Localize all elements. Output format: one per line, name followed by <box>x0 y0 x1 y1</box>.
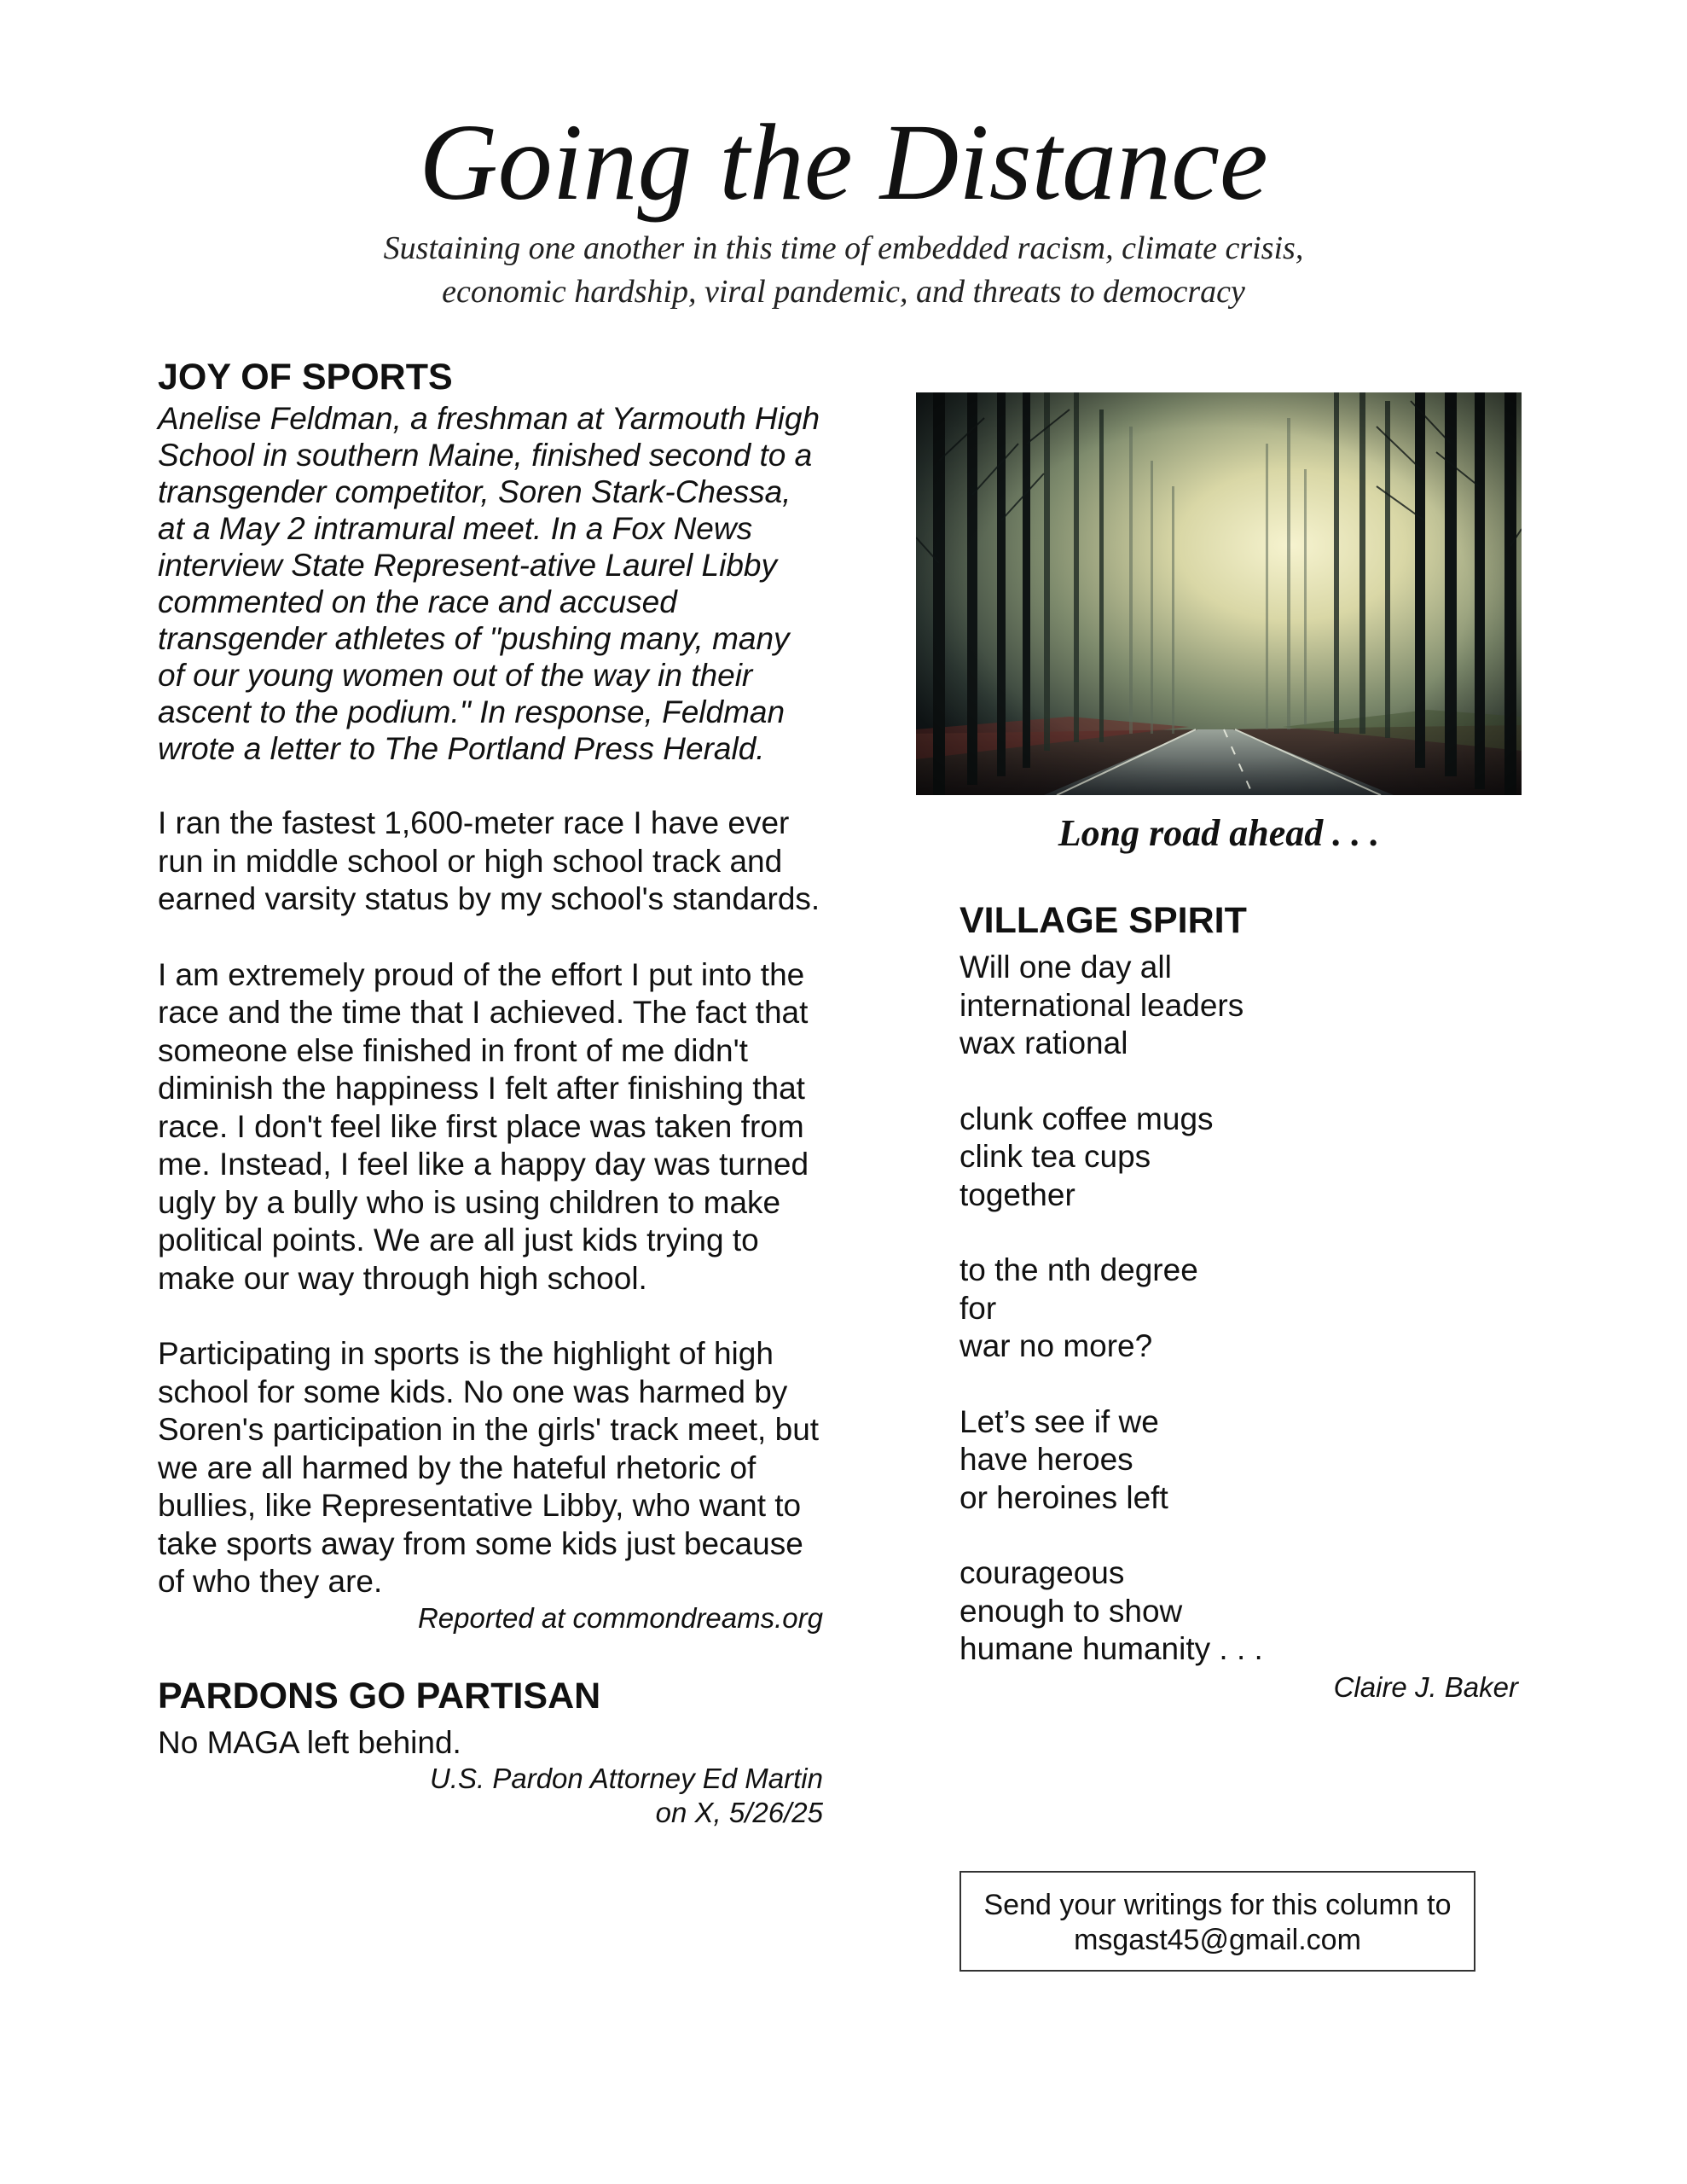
page-subtitle <box>0 227 1687 314</box>
poem-author: Claire J. Baker <box>1333 1670 1518 1703</box>
poem-stanza <box>959 1252 1557 1366</box>
subtitle-line: Sustaining one another in this time of embedded racism, climate crisis, <box>383 230 1304 266</box>
page-title: Going the Distance <box>419 102 1268 223</box>
pardons-heading: PARDONS GO PARTISAN <box>158 1675 601 1716</box>
pardons-quote: No MAGA left behind. <box>158 1724 461 1760</box>
poem-stanza <box>959 1101 1557 1215</box>
poem-line: clunk coffee mugs <box>959 1101 1214 1136</box>
letter-paragraph-2: I am extremely proud of the effort I put into the race and the time that I achieved. The fact that someone else finished in front of me didn't diminish the happiness I felt after finishing that race. I don't feel like first place was taken from me. Instead, I feel like a happy day was turned ugly by a bully who is using children to make political points. We are all just kids trying to make our way through high school. <box>158 956 809 1296</box>
poem-stanza <box>959 1554 1557 1669</box>
submission-notice <box>959 1871 1475 1972</box>
letter-paragraph-3: Participating in sports is the highlight of high school for some kids. No one was harmed by Soren's participation in the girls' track meet, but we are all harmed by the hateful rhetoric of bullies, like Representative Libby, who want to take sports away from some kids just because of who they are. <box>158 1336 820 1599</box>
poem-line: to the nth degree <box>959 1252 1198 1287</box>
joy-of-sports-credit: Reported at commondreams.org <box>417 1601 823 1634</box>
poem-line: clink tea cups <box>959 1139 1151 1174</box>
letter-paragraph-1: I ran the fastest 1,600-meter race I have ever run in middle school or high school track and earned varsity status by my school's standards. <box>158 805 820 916</box>
pardons-credit <box>158 1762 823 1830</box>
photo-caption: Long road ahead . . . <box>1058 812 1380 854</box>
poem-line: wax rational <box>959 1025 1128 1060</box>
poem-line: for <box>959 1290 997 1326</box>
joy-of-sports-intro: Anelise Feldman, a freshman at Yarmouth High School in southern Maine, finished second to a transgender competitor, Soren Stark-Chessa, at a May 2 intramural meet. In a Fox News interview State Represent-ative Laurel Libby commented on the race and accused transgender athletes of "pushing many, many of our young women out of the way in their ascent to the podium." In response, Feldman wrote a letter to The Portland Press Herald. <box>158 401 820 766</box>
submission-text: Send your writings for this column to <box>983 1889 1452 1921</box>
pardons-credit-line: on X, 5/26/25 <box>655 1797 823 1828</box>
right-column <box>959 897 1557 1705</box>
left-column <box>158 354 823 1830</box>
poem-line: or heroines left <box>959 1479 1168 1515</box>
poem-line: have heroes <box>959 1442 1133 1477</box>
poem-line: enough to show <box>959 1593 1183 1629</box>
submission-email[interactable]: msgast45@gmail.com <box>1074 1924 1361 1956</box>
poem-line: war no more? <box>959 1328 1153 1363</box>
poem-line: international leaders <box>959 987 1244 1023</box>
foggy-road-photo <box>916 392 1522 795</box>
subtitle-line: economic hardship, viral pandemic, and threats to democracy <box>442 274 1245 310</box>
village-spirit-heading: VILLAGE SPIRIT <box>959 900 1247 941</box>
poem-line: together <box>959 1176 1075 1212</box>
poem-stanza <box>959 949 1557 1063</box>
poem-line: courageous <box>959 1555 1125 1590</box>
pardons-credit-line: U.S. Pardon Attorney Ed Martin <box>430 1763 823 1794</box>
joy-of-sports-heading: JOY OF SPORTS <box>158 357 453 398</box>
poem-line: humane humanity . . . <box>959 1631 1263 1666</box>
poem-line: Will one day all <box>959 950 1172 985</box>
poem-stanza <box>959 1403 1557 1518</box>
poem-line: Let’s see if we <box>959 1403 1159 1439</box>
